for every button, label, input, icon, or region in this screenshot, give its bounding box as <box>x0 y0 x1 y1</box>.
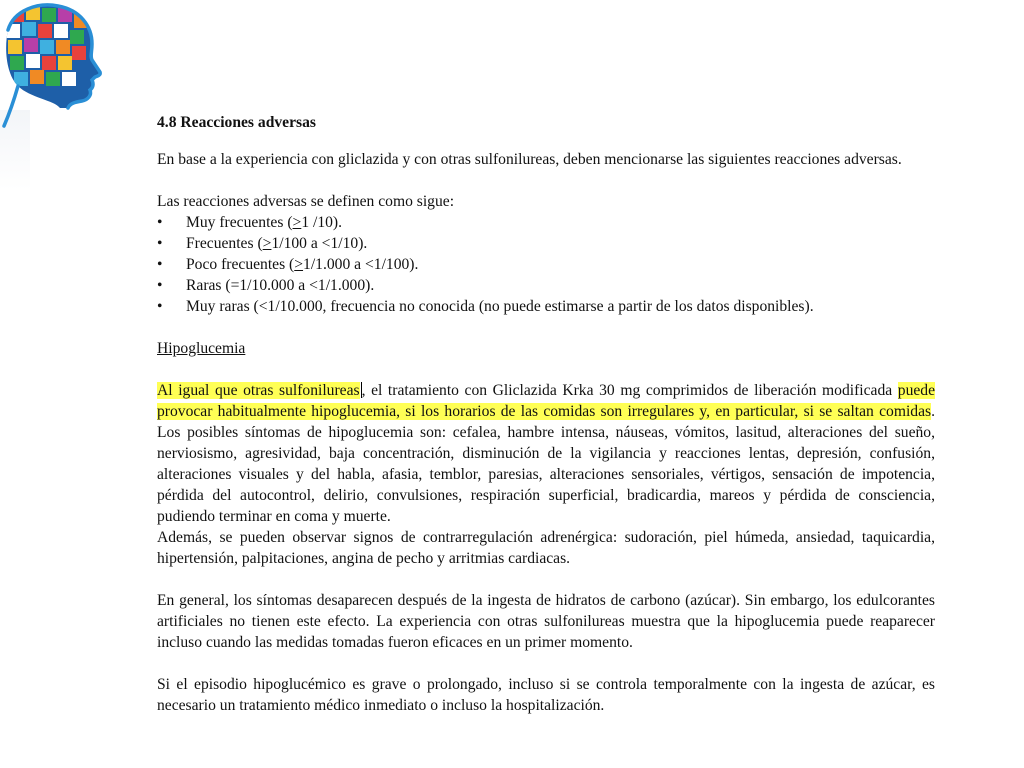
list-item: • Poco frecuentes (>1/1.000 a <1/100). <box>157 256 419 273</box>
hypoglycemia-paragraph-1: Al igual que otras sulfonilureas , el tratamiento con Gliclazida Krka 30 mg comprimidos de liberación modificada puede provocar habitualmente hipoglucemia, si los horarios de las comidas son irregulares y, en particular, si se saltan comidas. Los posibles síntomas de hipoglucemia son: cefalea, hambre intensa, náuseas, vómitos, lasitud, alteraciones del sueño, nerviosismo, agresividad, baja concentración, disminución de la vigilancia y reacciones lentas, depresión, confusión, alteraciones visuales y del habla, afasia, temblor, paresias, alteraciones sensoriales, vértigos, sensación de impotencia, pérdida del autocontrol, delirio, convulsiones, respiración superficial, bradicardia, mareos y pérdida de consciencia, pudiendo terminar en coma y muerte. <box>157 382 935 525</box>
document-page <box>157 112 935 716</box>
list-item: • Raras (=1/10.000 a <1/1.000). <box>157 277 375 294</box>
highlighted-text: Al igual que otras sulfonilureas <box>157 382 360 399</box>
hypoglycemia-paragraph-2: Además, se pueden observar signos de contrarregulación adrenérgica: sudoración, piel húmeda, ansiedad, taquicardia, hipertensión, palpitaciones, angina de pecho y arritmias cardiacas. <box>157 529 935 567</box>
bullet-icon: • <box>157 256 163 273</box>
frequency-list <box>157 212 935 317</box>
subheading-hipoglucemia: Hipoglucemia <box>157 340 246 357</box>
list-item: • Muy raras (<1/10.000, frecuencia no conocida (no puede estimarse a partir de los datos disponibles). <box>157 298 814 315</box>
puzzle-pieces <box>0 0 120 120</box>
list-item: • Muy frecuentes (>1 /10). <box>157 214 343 231</box>
bullet-icon: • <box>157 298 163 315</box>
definitions-intro: Las reacciones adversas se definen como sigue: <box>157 193 455 210</box>
list-item: • Frecuentes (>1/100 a <1/10). <box>157 235 368 252</box>
section-heading: 4.8 Reacciones adversas <box>157 114 316 131</box>
intro-paragraph: En base a la experiencia con gliclazida y con otras sulfonilureas, deben mencionarse las siguientes reacciones adversas. <box>157 151 902 168</box>
bullet-icon: • <box>157 214 163 231</box>
brain-puzzle-logo <box>0 0 120 190</box>
highlighted-text: puede provocar habitualmente hipoglucemia, si los horarios de las comidas son irregulares y, en particular, si se saltan comidas <box>157 382 935 420</box>
bullet-icon: • <box>157 235 163 252</box>
hypoglycemia-paragraph-4: Si el episodio hipoglucémico es grave o prolongado, incluso si se controla temporalmente con la ingesta de azúcar, es necesario un tratamiento médico inmediato o incluso la hospitalización. <box>157 676 935 714</box>
bullet-icon: • <box>157 277 163 294</box>
hypoglycemia-paragraph-3: En general, los síntomas desaparecen después de la ingesta de hidratos de carbono (azúcar). Sin embargo, los edulcorantes artificiales no tienen este efecto. La experiencia con otras sulfonilureas muestra que la hipoglucemia puede reaparecer incluso cuando las medidas tomadas fueron eficaces en un primer momento. <box>157 592 935 651</box>
